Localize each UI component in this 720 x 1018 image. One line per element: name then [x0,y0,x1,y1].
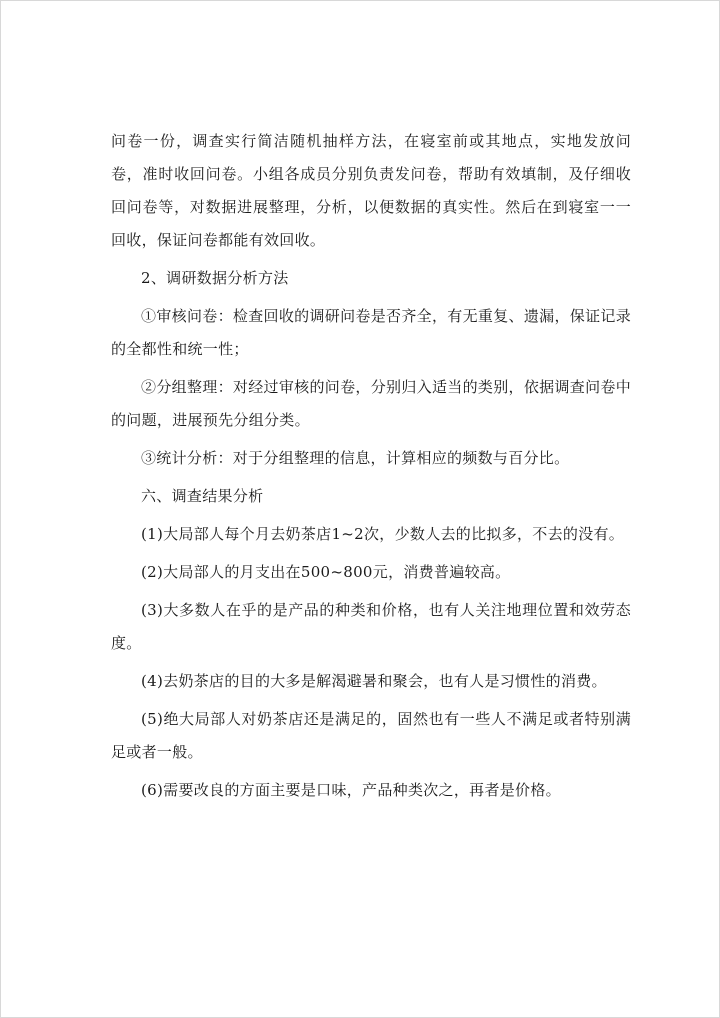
document-body [111,125,631,812]
result-item-1: (1)大局部人每个月去奶茶店1~2次，少数人去的比拟多，不去的没有。 [141,525,625,543]
result-item-2: (2)大局部人的月支出在500~800元，消费普遍较高。 [141,563,511,581]
paragraph-survey-distribution: 问卷一份，调查实行简洁随机抽样方法，在寝室前或其地点，实地发放问卷，准时收回问卷。小组各成员分别负责发问卷，帮助有效填制，及仔细收回问卷等，对数据进展整理，分析，以便数据的真实性。然后在到寝室一一回收，保证问卷都能有效回收。 [111,132,631,249]
result-item-4: (4)去奶茶店的目的大多是解渴避暑和聚会，也有人是习惯性的消费。 [141,672,607,690]
list-item-grouping: ②分组整理：对经过审核的问卷，分别归入适当的类别，依据调查问卷中的问题，进展预先分组分类。 [111,378,631,429]
result-item-3: (3)大多数人在乎的是产品的种类和价格，也有人关注地理位置和效劳态度。 [111,601,631,652]
list-item-statistics: ③统计分析：对于分组整理的信息，计算相应的频数与百分比。 [141,449,570,467]
section-heading-analysis-method: 2、调研数据分析方法 [141,269,289,287]
list-item-review: ①审核问卷：检查回收的调研问卷是否齐全，有无重复、遗漏，保证记录的全都性和统一性； [111,307,631,358]
result-item-5: (5)绝大局部人对奶茶店还是满足的，固然也有一些人不满足或者特别满足或者一般。 [111,710,631,761]
result-item-6: (6)需要改良的方面主要是口味，产品种类次之，再者是价格。 [141,781,561,799]
section-heading-results: 六、调查结果分析 [141,487,264,505]
